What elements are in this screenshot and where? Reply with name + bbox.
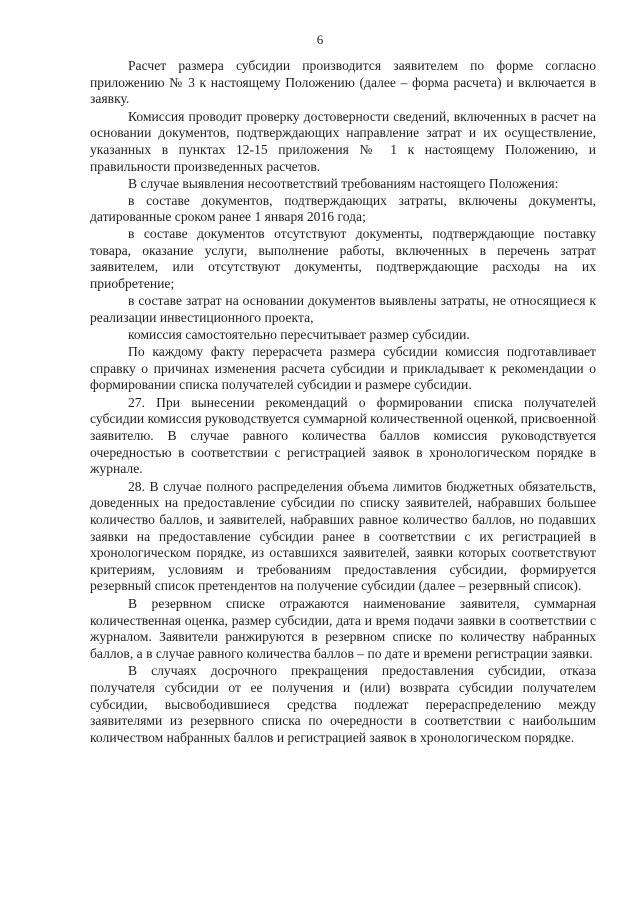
paragraph-recalculation-report: По каждому факту перерасчета размера субсидии комиссия подготавливает справку о причинах изменения расчета субсидии и прикладывает к рекомендации о формировании списка получателей субсидии и размере субсидии. xyxy=(90,344,596,393)
paragraph-list-item-missing-documents: в составе документов отсутствуют документы, подтверждающие поставку товара, оказание услуги, выполнение работы, включенных в перечень затрат заявителем, или отсутствуют документы, подтверждающие расходы на их приобретение; xyxy=(90,225,596,291)
paragraph-item-27: 27. При вынесении рекомендаций о формировании списка получателей субсидии комиссия руководствуется суммарной количественной оценкой, присвоенной заявителю. В случае равного количества баллов комиссия руководствуется очередностью в соответствии с регистрацией заявок в хронологическом порядке в журнале. xyxy=(90,394,596,477)
document-body xyxy=(90,58,596,746)
page-number: 6 xyxy=(316,32,324,47)
paragraph-recalculation: комиссия самостоятельно пересчитывает размер субсидии. xyxy=(128,326,470,342)
paragraph-reserve-list: В резервном списке отражаются наименование заявителя, суммарная количественная оценка, размер субсидии, дата и время подачи заявки в соответствии с журналом. Заявители ранжируются в резервном списке по количеству набранных баллов, а в случае равного количества баллов – по дате и времени регистрации заявки. xyxy=(90,596,596,661)
paragraph-list-item-unrelated-costs: в составе затрат на основании документов выявлены затраты, не относящиеся к реализации инвестиционного проекта, xyxy=(90,293,596,325)
paragraph-item-28: 28. В случае полного распределения объема лимитов бюджетных обязательств, доведенных на предоставление субсидии по списку заявителей, набравших большее количество баллов, и заявителей, набравших равное количество баллов, но подавших заявки на предоставление субсидии ранее в соответствии с их регистрацией в хронологическом порядке, из оставшихся заявителей, заявки которых соответствуют критериям, условиям и требованиям предоставления субсидии, формируется резервный список претендентов на получение субсидии (далее – резервный список). xyxy=(90,478,596,594)
paragraph-calculation-form: Расчет размера субсидии производится заявителем по форме согласно приложению № 3 к настоящему Положению (далее – форма расчета) и включается в заявку. xyxy=(90,58,596,107)
paragraph-early-termination: В случаях досрочного прекращения предоставления субсидии, отказа получателя субсидии от ее получения и (или) возврата субсидии получателем субсидии, высвободившиеся средства подлежат перераспределению между заявителями из резервного списка по очередности в соответствии с наибольшим количеством набранных баллов и регистрацией заявок в хронологическом порядке. xyxy=(90,663,596,745)
paragraph-list-item-dated-documents: в составе документов, подтверждающих затраты, включены документы, датированные сроком ранее 1 января 2016 года; xyxy=(90,192,596,225)
paragraph-nonconformity-intro: В случае выявления несоответствий требованиям настоящего Положения: xyxy=(128,176,559,192)
paragraph-commission-check: Комиссия проводит проверку достоверности сведений, включенных в расчет на основании документов, подтверждающих направление затрат и их осуществление, указанных в пунктах 12-15 приложения № 1 к настоящему Положению, и правильности произведенных расчетов. xyxy=(90,108,596,174)
